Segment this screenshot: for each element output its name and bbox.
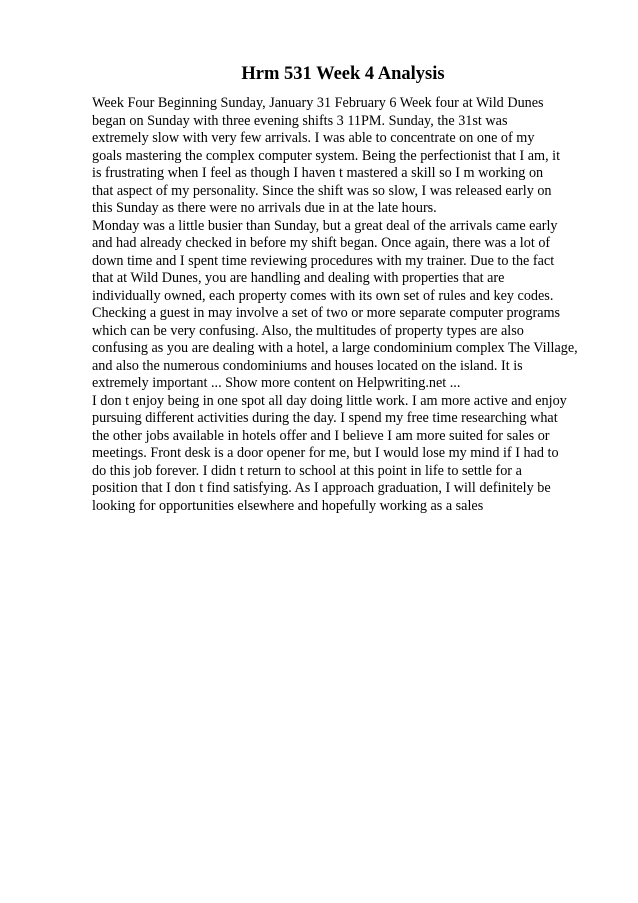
body-line: that aspect of my personality. Since the shift was so slow, I was released early on — [92, 182, 552, 199]
body-line: Monday was a little busier than Sunday, but a great deal of the arrivals came early — [92, 217, 558, 234]
body-line: pursuing different activities during the day. I spend my free time researching what — [92, 410, 558, 426]
body-line: extremely slow with very few arrivals. I was able to concentrate on one of my — [92, 130, 535, 146]
body-line: confusing as you are dealing with a hotel, a large condominium complex The Village, — [92, 340, 578, 356]
body-line: is frustrating when I feel as though I haven t mastered a skill so I m working on — [92, 165, 544, 181]
body-line: began on Sunday with three evening shifts 3 11PM. Sunday, the 31st was — [92, 112, 508, 129]
body-line: that at Wild Dunes, you are handling and dealing with properties that are — [92, 270, 505, 286]
body-line: and also the numerous condominiums and houses located on the island. It is — [92, 357, 523, 374]
body-line: which can be very confusing. Also, the multitudes of property types are also — [92, 322, 524, 339]
body-line: goals mastering the complex computer system. Being the perfectionist that I am, it — [92, 147, 561, 164]
document-body — [92, 95, 612, 515]
body-line: position that I don t find satisfying. As I approach graduation, I will definitely be — [92, 480, 551, 496]
body-line: do this job forever. I didn t return to school at this point in life to settle for a — [92, 462, 522, 479]
body-line: down time and I spent time reviewing procedures with my trainer. Due to the fact — [92, 252, 555, 269]
body-line: I don t enjoy being in one spot all day doing little work. I am more active and enjoy — [92, 392, 567, 409]
body-line: Week Four Beginning Sunday, January 31 February 6 Week four at Wild Dunes — [92, 95, 544, 111]
body-line: individually owned, each property comes with its own set of rules and key codes. — [92, 287, 554, 304]
more-content-line: extremely important ... Show more content on Helpwriting.net ... — [92, 375, 461, 391]
document-title: Hrm 531 Week 4 Analysis — [241, 64, 445, 84]
body-line: meetings. Front desk is a door opener for me, but I would lose my mind if I had to — [92, 445, 559, 461]
body-line: the other jobs available in hotels offer and I believe I am more suited for sales or — [92, 427, 550, 444]
body-line: Checking a guest in may involve a set of two or more separate computer programs — [92, 305, 561, 321]
body-line: and had already checked in before my shift began. Once again, there was a lot of — [92, 235, 551, 251]
body-line: this Sunday as there were no arrivals due in at the late hours. — [92, 200, 437, 216]
body-line: looking for opportunities elsewhere and hopefully working as a sales — [92, 497, 484, 514]
